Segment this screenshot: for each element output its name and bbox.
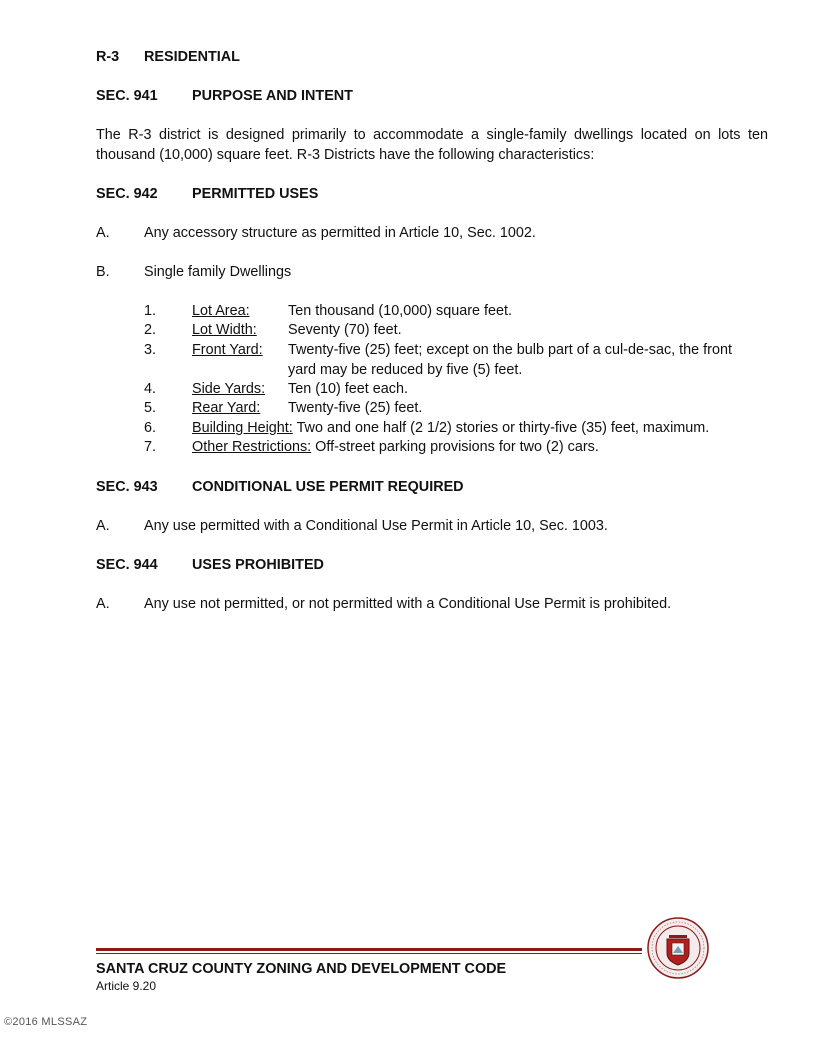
section-number: SEC. 943 (96, 479, 158, 495)
item-text: Any use not permitted, or not permitted with a Conditional Use Permit is prohibited. (144, 596, 672, 612)
sub-item-value: Twenty-five (25) feet. (288, 400, 423, 416)
sub-item-label: Building Height: (192, 420, 293, 436)
sub-item-label: Front Yard: (192, 342, 263, 358)
section-title: USES PROHIBITED (192, 557, 324, 573)
district-title: RESIDENTIAL (144, 49, 240, 65)
sub-item-value: Twenty-five (25) feet; except on the bulb part of a cul-de-sac, the front yard may be reduced by five (5) feet. (288, 342, 732, 378)
sub-item-line (192, 438, 662, 458)
item-letter: A. (96, 518, 110, 534)
sub-item-value: Off-street parking provisions for two (2) cars. (315, 439, 599, 455)
county-seal-icon (647, 917, 709, 979)
section-title: PERMITTED USES (192, 186, 319, 202)
watermark: ©2016 MLSSAZ (4, 1016, 88, 1028)
sub-item-value: Ten thousand (10,000) square feet. (288, 303, 513, 319)
item-text: Any accessory structure as permitted in Article 10, Sec. 1002. (144, 225, 536, 241)
sub-item-value: Seventy (70) feet. (288, 322, 402, 338)
sub-item-label: Side Yards: (192, 381, 266, 397)
section-941-text: The R-3 district is designed primarily to accommodate a single-family dwellings located on lots ten thousand (10,000) square feet. R-3 Districts have the following characteristics: (96, 127, 768, 163)
sub-item-number: 6. (144, 420, 157, 436)
sub-item-number: 4. (144, 381, 157, 397)
footer-article: Article 9.20 (96, 979, 157, 993)
item-letter: A. (96, 596, 110, 612)
sub-item-value: Two and one half (2 1/2) stories or thirty-five (35) feet, maximum. (296, 420, 710, 436)
item-text: Single family Dwellings (144, 264, 292, 280)
section-number: SEC. 941 (96, 88, 158, 104)
sub-item-number: 2. (144, 322, 157, 338)
sub-item-number: 5. (144, 400, 157, 416)
sub-item-label: Lot Area: (192, 303, 250, 319)
sub-item-number: 7. (144, 439, 157, 455)
footer-rule-thin (96, 953, 642, 954)
section-number: SEC. 944 (96, 557, 158, 573)
footer-rule (96, 948, 642, 951)
item-text: Any use permitted with a Conditional Use Permit in Article 10, Sec. 1003. (144, 518, 608, 534)
sub-item-number: 3. (144, 342, 157, 358)
sub-item-value: Ten (10) feet each. (288, 381, 408, 397)
item-letter: B. (96, 264, 110, 280)
section-number: SEC. 942 (96, 186, 158, 202)
sub-item-number: 1. (144, 303, 157, 319)
section-title: CONDITIONAL USE PERMIT REQUIRED (192, 479, 464, 495)
district-code: R-3 (96, 49, 120, 65)
sub-item-label: Rear Yard: (192, 400, 261, 416)
sub-item-label: Other Restrictions: (192, 439, 312, 455)
item-letter: A. (96, 225, 110, 241)
sub-item-line (192, 419, 710, 439)
section-title: PURPOSE AND INTENT (192, 88, 353, 104)
footer-title: SANTA CRUZ COUNTY ZONING AND DEVELOPMENT CODE (96, 961, 507, 977)
sub-item-label: Lot Width: (192, 322, 257, 338)
